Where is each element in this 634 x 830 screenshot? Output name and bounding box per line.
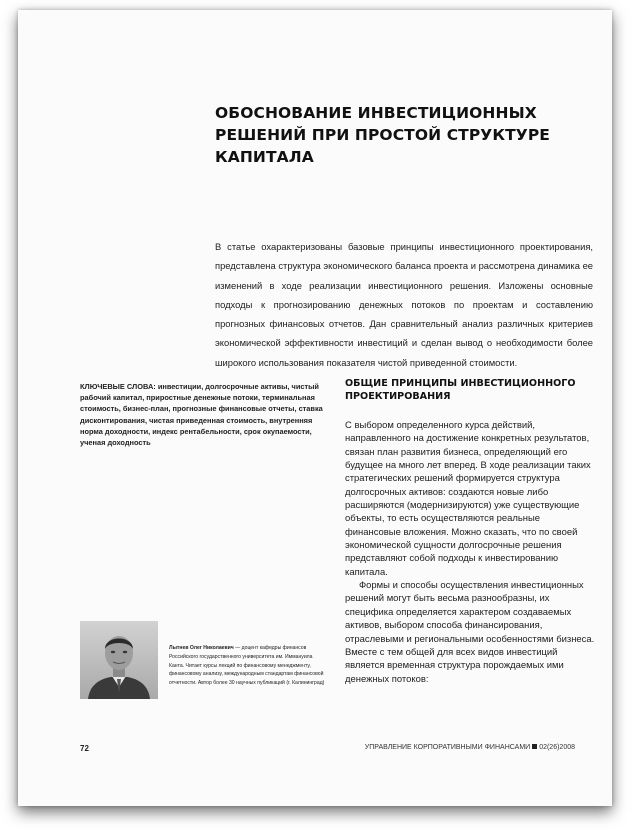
body-text xyxy=(345,419,596,686)
body-paragraph-1: С выбором определенного курса действий, направленного на достижение конкретных результатов, связан план развития бизнеса, определяющий его будущее на много лет вперед. В ходе реализации таких стратегических решений формируется структура долгосрочных активов: создаются новые либо расширяются (модернизируются) уже существующие объекты, то есть осуществляются реальные финансовые вложения. Можно сказать, что по своей экономической сущности долгосрочные решения представляют собой подходы к инвестированию капитала. xyxy=(345,420,591,578)
article-abstract: В статье охарактеризованы базовые принципы инвестиционного проектирования, представлена структура экономического баланса проекта и рассмотрена динамика ее изменений в ходе реализации инвестиционного решения. Изложены основные подходы к прогнозированию денежных потоков по проектам и составлению прогнозных финансовых отчетов. Дан сравнительный анализ различных критериев экономической эффективности инвестиций и сделан вывод о необходимости более широкого использования показателя чистой приведенной стоимости. xyxy=(215,241,593,368)
square-separator-icon xyxy=(532,744,537,749)
author-photo xyxy=(80,621,158,699)
keywords-label: КЛЮЧЕВЫЕ СЛОВА: xyxy=(80,382,156,391)
author-bio xyxy=(169,644,327,688)
author-portrait-icon xyxy=(80,621,158,699)
article-title: ОБОСНОВАНИЕ ИНВЕСТИЦИОННЫХ РЕШЕНИЙ ПРИ ПРОСТОЙ СТРУКТУРЕ КАПИТАЛА xyxy=(215,104,550,166)
section-heading: ОБЩИЕ ПРИНЦИПЫ ИНВЕСТИЦИОННОГО ПРОЕКТИРОВАНИЯ xyxy=(345,378,576,402)
author-description: — доцент кафедры финансов Российского государственного университета им. Иммануила Канта. Читает курсы лекций по финансовому менеджменту, финансовому анализу, международным стандартам финансовой отчетности. Автор более 30 научных публикаций (г. Калининград) xyxy=(169,645,325,687)
keywords-list: инвестиции, долгосрочные активы, чистый рабочий капитал, приростные денежные потоки, терминальная стоимость, бизнес-план, прогнозные финансовые отчеты, ставка дисконтирования, чистая приведенная стоимость, внутренняя норма доходности, индекс рентабельности, срок окупаемости, ученая доходность xyxy=(80,382,323,448)
page-number: 72 xyxy=(80,744,89,753)
author-name: Лытнев Олег Николаевич xyxy=(169,645,234,651)
journal-name: УПРАВЛЕНИЕ КОРПОРАТИВНЫМИ ФИНАНСАМИ xyxy=(364,744,531,751)
issue-number: 02(26)2008 xyxy=(539,744,575,751)
running-footer xyxy=(365,744,575,751)
body-paragraph-2: Формы и способы осуществления инвестиционных решений могут быть весьма разнообразны, их специфика определяется характером создаваемых активов, выбором способа финансирования, отраслевыми и региональными особенностями бизнеса. Вместе с тем общей для всех видов инвестиций является временная структура порождаемых ими денежных потоков: xyxy=(345,580,595,685)
journal-page xyxy=(18,10,612,806)
keywords-block xyxy=(80,381,333,448)
